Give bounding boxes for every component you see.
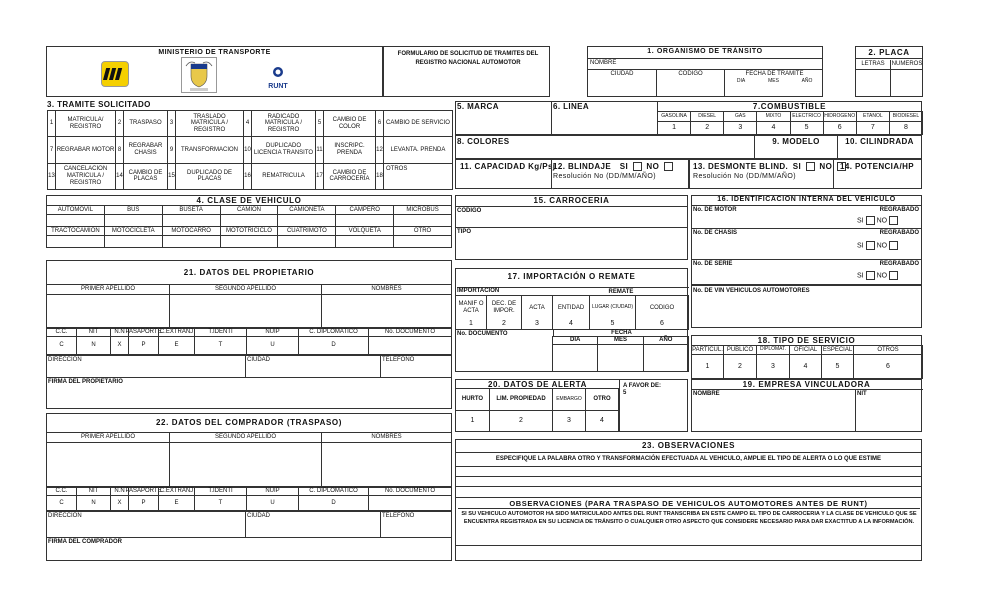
doc-cc: C.C. xyxy=(46,327,77,337)
clase-buseta[interactable]: BUSETA xyxy=(162,205,221,215)
importacion-mes: MES xyxy=(597,336,643,345)
clase-tractocamion[interactable]: TRACTOCAMION xyxy=(46,226,105,236)
fecha-dia-label: DIA xyxy=(724,78,757,85)
motor-si-checkbox[interactable] xyxy=(866,216,875,225)
servicio-option-6[interactable]: 6 xyxy=(853,354,923,379)
form-title-box xyxy=(383,46,550,97)
doc-option-x[interactable]: X xyxy=(110,336,129,355)
organismo-nombre-label: NOMBRE xyxy=(590,60,617,66)
comprador-direccion[interactable]: DIRECCION xyxy=(48,513,82,519)
tramite-item-10[interactable]: DUPLICADO LICENCIA TRANSITO xyxy=(251,136,316,163)
codigo-label: CODIGO xyxy=(635,295,689,320)
importacion-dia-field[interactable] xyxy=(552,344,598,372)
doc-cc: C.C. xyxy=(46,486,77,496)
capacidad-field[interactable] xyxy=(455,159,556,189)
doc-option-t[interactable]: T xyxy=(194,495,247,511)
lugar-label: LUGAR (CIUDAD) xyxy=(589,295,636,320)
carroceria-codigo-field[interactable]: CODIGO xyxy=(456,206,687,226)
importacion-nodoc[interactable]: No. DOCUMENTO xyxy=(456,329,553,372)
combustible-option-7[interactable]: 7 xyxy=(856,121,890,135)
placa-title: 2. PLACA xyxy=(856,48,922,59)
si-label: SI xyxy=(857,272,864,280)
importacion-grid xyxy=(456,296,689,330)
clase-camion[interactable]: CAMION xyxy=(220,205,279,215)
doc-option-d[interactable]: D xyxy=(298,495,369,511)
propietario-title: 21. DATOS DEL PROPIETARIO xyxy=(183,268,315,277)
tramite-num: 5 xyxy=(315,110,324,137)
modelo-field[interactable] xyxy=(754,135,838,159)
doc-numero: No. DOCUMENTO xyxy=(368,486,452,496)
clase-cuatrimoto[interactable]: CUATRIMOTO xyxy=(277,226,336,236)
placa-box xyxy=(855,46,923,97)
potencia-label: 14. POTENCIA/HP xyxy=(840,162,915,171)
tramite-item-15[interactable]: DUPLICADO DE PLACAS xyxy=(175,163,244,190)
tramite-num: 10 xyxy=(243,136,252,163)
tramite-num: 6 xyxy=(375,110,384,137)
identificacion-title: 16. IDENTIFICACION INTERNA DEL VEHICULO xyxy=(717,196,896,203)
blindaje-label: 12. BLINDAJE xyxy=(553,162,612,171)
tramite-title: 3. TRAMITE SOLICITADO xyxy=(47,100,151,109)
combustible-biodiesel: BIODIESEL xyxy=(889,111,923,122)
tramite-num: 1 xyxy=(47,110,56,137)
doc-nit: NIT xyxy=(76,327,111,337)
modelo-label: 9. MODELO xyxy=(772,137,820,146)
runt-logo xyxy=(261,65,295,91)
carroceria-tipo-field[interactable]: TIPO xyxy=(456,227,687,260)
observaciones-line-2[interactable] xyxy=(456,476,921,486)
carroceria-box xyxy=(455,195,688,260)
tramite-num: 9 xyxy=(167,136,176,163)
alerta-grid xyxy=(456,389,619,432)
servicio-option-5[interactable]: 5 xyxy=(821,354,854,379)
alerta-otro: OTRO xyxy=(585,388,619,411)
linea-field[interactable] xyxy=(551,101,658,135)
propietario-nombres[interactable]: NOMBRES xyxy=(321,284,452,295)
doc-number-field[interactable] xyxy=(368,495,452,511)
si-label: SI xyxy=(857,217,864,225)
remate-label: REMATE xyxy=(553,287,689,296)
combustible-hidrogeno: HIDROGENO xyxy=(823,111,857,122)
tramite-num: 18 xyxy=(375,163,384,190)
tramite-item-1[interactable]: MATRICULA/ REGISTRO xyxy=(55,110,116,137)
ministry-title: MINISTERIO DE TRANSPORTE xyxy=(158,49,271,56)
combustible-option-8[interactable]: 8 xyxy=(889,121,923,135)
tramite-num: 13 xyxy=(47,163,56,190)
blindaje-no-label: NO xyxy=(646,162,660,171)
runt-logo-text: RUNT xyxy=(268,83,288,90)
clase-mototriciclo[interactable]: MOTOTRICICLO xyxy=(220,226,279,236)
coat-of-arms-logo xyxy=(181,57,217,93)
combustible-option-2[interactable]: 2 xyxy=(690,121,724,135)
serie-label[interactable]: No. DE SERIE xyxy=(693,261,733,267)
tramite-item-11[interactable]: INSCRIPC. PRENDA xyxy=(323,136,376,163)
tramite-item-2[interactable]: TRASPASO xyxy=(123,110,168,137)
doc-nuip: NUIP xyxy=(246,327,299,337)
propietario-docs xyxy=(47,328,452,355)
serie-row xyxy=(692,259,921,285)
tramite-num: 14 xyxy=(115,163,124,190)
tramite-grid xyxy=(47,110,451,190)
desmonte-no-label: NO xyxy=(819,162,833,171)
alerta-option-4[interactable]: 4 xyxy=(585,410,619,433)
form-title: FORMULARIO DE SOLICITUD DE TRAMITES DEL REGISTRO NACIONAL AUTOMOTOR xyxy=(397,51,539,66)
tramite-num: 8 xyxy=(115,136,124,163)
desmonte-resolucion[interactable]: Resolución No (DD/MM/AÑO) xyxy=(693,173,796,180)
empresa-nombre-field[interactable]: NOMBRE xyxy=(692,389,855,432)
importacion-option-1[interactable]: 1 xyxy=(455,319,487,330)
propietario-direccion[interactable]: DIRECCION xyxy=(48,357,82,363)
ministry-logo xyxy=(101,61,129,87)
servicio-especial: ESPECIAL xyxy=(821,345,854,355)
tramite-num: 15 xyxy=(167,163,176,190)
tramite-num: 17 xyxy=(315,163,324,190)
servicio-option-3[interactable]: 3 xyxy=(756,354,790,379)
motor-label[interactable]: No. DE MOTOR xyxy=(693,207,737,213)
observaciones-runt-text: SI SU VEHICULO AUTOMOTOR HA SIDO MATRICULADO ANTES DEL RUNT TRANSCRIBA EN ESTE CAMPO EL TIPO DE CARROCERIA Y LA CLASE DE VEHICULO QUE SE ENCUENTRA REGISTRADA EN SU LICENCIA DE TRÁNSITO O CUALQUIER OTRO ASPECTO QUE CONSIDERE NECESARIO PARA DAR EXACTITUD A LA INFORMACIÓN. xyxy=(458,508,920,534)
blindaje-si-label: SI xyxy=(619,162,629,171)
propietario-box xyxy=(46,260,452,409)
comprador-box xyxy=(46,413,452,561)
observaciones-text: ESPECIFIQUE LA PALABRA OTRO Y TRANSFORMACIÓN EFECTUADA AL VEHICULO, AMPLIE EL TIPO DE ALERTA O LO QUE ESTIME xyxy=(456,452,921,466)
fecha-ano-label: AÑO xyxy=(801,77,813,84)
servicio-grid xyxy=(692,346,923,379)
comprador-telefono[interactable]: TELEFONO xyxy=(380,512,452,537)
tramite-item-3[interactable]: TRASLADO MATRICULA / REGISTRO xyxy=(175,110,244,137)
importacion-option-3[interactable]: 3 xyxy=(521,319,553,330)
combustible-box xyxy=(657,101,922,135)
doc-option-d[interactable]: D xyxy=(298,336,369,355)
combustible-gas: GAS xyxy=(723,111,757,122)
doc-pasaporte: PASAPORTE xyxy=(128,327,159,337)
tramite-item-6[interactable]: CAMBIO DE SERVICIO xyxy=(383,110,453,137)
serie-no-checkbox[interactable] xyxy=(889,271,898,280)
empresa-title: 19. EMPRESA VINCULADORA xyxy=(742,380,871,389)
importacion-box xyxy=(455,268,688,372)
placa-letras-label: LETRAS xyxy=(856,60,890,70)
importacion-fecha-label: FECHA xyxy=(553,329,689,337)
clase-otro[interactable]: OTRO xyxy=(393,226,452,236)
combustible-title: 7.COMBUSTIBLE xyxy=(658,102,921,112)
identificacion-box xyxy=(691,195,922,285)
desmonte-field xyxy=(689,159,834,189)
organismo-codigo-label: CODIGO xyxy=(656,70,724,79)
runt-logo-icon xyxy=(271,66,285,78)
tramite-num: 3 xyxy=(167,110,176,137)
combustible-etanol: ETANOL xyxy=(856,111,890,122)
tramite-num: 2 xyxy=(115,110,124,137)
propietario-telefono[interactable]: TELEFONO xyxy=(380,356,452,377)
comprador-segundo-apellido[interactable]: SEGUNDO APELLIDO xyxy=(169,432,322,443)
importacion-option-6[interactable]: 6 xyxy=(635,319,689,330)
clase-motocicleta[interactable]: MOTOCICLETA xyxy=(104,226,163,236)
cilindrada-label: 10. CILINDRADA xyxy=(845,137,914,146)
clase-bus[interactable]: BUS xyxy=(104,205,163,215)
clase-box xyxy=(46,195,452,248)
combustible-diesel: DIESEL xyxy=(690,111,724,122)
doc-option-u[interactable]: U xyxy=(246,336,299,355)
tramite-item-14[interactable]: CAMBIO DE PLACAS xyxy=(123,163,168,190)
doc-nuip: NUIP xyxy=(246,486,299,496)
combustible-gasolina: GASOLINA xyxy=(657,111,691,122)
importacion-label: IMPORTACION xyxy=(457,287,553,296)
doc-option-x[interactable]: X xyxy=(110,495,129,511)
doc-numero: No. DOCUMENTO xyxy=(368,327,452,337)
alerta-hurto: HURTO xyxy=(455,388,490,411)
marca-field[interactable] xyxy=(455,101,552,135)
tramite-num: 7 xyxy=(47,136,56,163)
doc-option-p[interactable]: P xyxy=(128,495,159,511)
tramite-item-12[interactable]: LEVANTA. PRENDA xyxy=(383,136,453,163)
doc-option-e[interactable]: E xyxy=(158,495,195,511)
cilindrada-field[interactable] xyxy=(837,135,922,159)
comprador-address-row xyxy=(47,511,451,537)
motor-row xyxy=(692,205,921,228)
servicio-diplomatico: DIPLOMAT. xyxy=(756,345,790,355)
tramite-item-17[interactable]: CAMBIO DE CARROCERÍA xyxy=(323,163,376,190)
tramite-item-7[interactable]: REGRABAR MOTOR xyxy=(55,136,116,163)
blindaje-resolucion[interactable]: Resolución No (DD/MM/AÑO) xyxy=(553,173,656,180)
organismo-box xyxy=(587,46,823,97)
propietario-address-row xyxy=(47,355,451,377)
importacion-option-4[interactable]: 4 xyxy=(552,319,590,330)
doc-tidenti: T.IDENTI xyxy=(194,486,247,496)
doc-option-u[interactable]: U xyxy=(246,495,299,511)
importacion-dia: DIA xyxy=(552,336,598,345)
clase-motocarro[interactable]: MOTOCARRO xyxy=(162,226,221,236)
doc-option-c[interactable]: C xyxy=(46,336,77,355)
placa-numeros-label: NUMEROS xyxy=(890,60,923,70)
propietario-ciudad[interactable]: CIUDAD xyxy=(245,356,380,377)
doc-cextranj: C.EXTRANJ xyxy=(158,486,195,496)
clase-grid xyxy=(47,206,452,248)
potencia-field[interactable] xyxy=(833,159,922,189)
colores-label: 8. COLORES xyxy=(457,137,510,146)
servicio-option-4[interactable]: 4 xyxy=(789,354,822,379)
servicio-publico: PUBLICO xyxy=(723,345,757,355)
fecha-mes-label: MES xyxy=(768,77,779,84)
linea-label: 6. LINEA xyxy=(553,102,590,111)
chasis-regrabado-label: REGRABADO xyxy=(879,230,919,236)
blindaje-si-checkbox[interactable] xyxy=(633,162,642,171)
alerta-embargo: EMBARGO xyxy=(552,388,586,411)
observaciones-line-1[interactable] xyxy=(456,466,921,476)
comprador-names xyxy=(47,433,452,488)
combustible-grid xyxy=(658,112,923,135)
no-label: NO xyxy=(876,272,888,280)
servicio-option-2[interactable]: 2 xyxy=(723,354,757,379)
servicio-option-1[interactable]: 1 xyxy=(691,354,724,379)
alerta-favor-label: A FAVOR DE: xyxy=(623,383,662,389)
serie-regrabado-label: REGRABADO xyxy=(879,261,919,267)
empresa-box xyxy=(691,379,922,432)
tramite-item-8[interactable]: REGRABAR CHASIS xyxy=(123,136,168,163)
dec-impor-label: DEC. DE IMPOR. xyxy=(486,295,522,320)
servicio-box xyxy=(691,335,922,379)
chasis-si-checkbox[interactable] xyxy=(866,241,875,250)
organismo-title: 1. ORGANISMO DE TRÁNSITO xyxy=(588,48,822,59)
colores-field[interactable] xyxy=(455,135,755,159)
propietario-primer-apellido[interactable]: PRIMER APELLIDO xyxy=(46,284,170,295)
importacion-option-2[interactable]: 2 xyxy=(486,319,522,330)
tramite-num: 4 xyxy=(243,110,252,137)
observaciones-box xyxy=(455,439,922,561)
tramite-item-16[interactable]: REMATRICULA xyxy=(251,163,316,190)
servicio-particular: PARTICUL. xyxy=(691,345,724,355)
blindaje-no-checkbox[interactable] xyxy=(664,162,673,171)
clase-campero[interactable]: CAMPERO xyxy=(335,205,394,215)
doc-cdiplomatico: C. DIPLOMATICO xyxy=(298,327,369,337)
clase-title: 4. CLASE DE VEHICULO xyxy=(47,196,451,206)
tramite-item-9[interactable]: TRANSFORMACION xyxy=(175,136,244,163)
observaciones-runt-title: OBSERVACIONES (PARA TRASPASO DE VEHICULOS AUTOMOTORES ANTES DE RUNT) xyxy=(456,497,921,507)
doc-cdiplomatico: C. DIPLOMATICO xyxy=(298,486,369,496)
clase-camioneta[interactable]: CAMIONETA xyxy=(277,205,336,215)
blindaje-field xyxy=(551,159,689,189)
no-label: NO xyxy=(876,217,888,225)
importacion-ano: AÑO xyxy=(643,336,689,345)
tramite-item-4[interactable]: RADICADO MATRICULA / REGISTRO xyxy=(251,110,316,137)
combustible-option-3[interactable]: 3 xyxy=(723,121,757,135)
doc-nit: NIT xyxy=(76,486,111,496)
fecha-tramite-label: FECHA DE TRAMITE xyxy=(724,70,824,79)
motor-regrabado-options xyxy=(857,216,900,225)
chasis-row xyxy=(692,228,921,255)
chasis-regrabado-options xyxy=(857,241,900,250)
alerta-option-3[interactable]: 3 xyxy=(552,410,586,433)
desmonte-row xyxy=(693,162,848,171)
alerta-box xyxy=(455,379,688,432)
combustible-option-1[interactable]: 1 xyxy=(657,121,691,135)
organismo-ciudad-label: CIUDAD xyxy=(610,71,634,78)
comprador-primer-apellido[interactable]: PRIMER APELLIDO xyxy=(46,432,170,443)
combustible-mixto: MIXTO xyxy=(756,111,790,122)
importacion-mes-field[interactable] xyxy=(597,344,643,372)
serie-si-checkbox[interactable] xyxy=(866,271,875,280)
tramite-item-5[interactable]: CAMBIO DE COLOR xyxy=(323,110,376,137)
doc-tidenti: T.IDENTI xyxy=(194,327,247,337)
comprador-nombres[interactable]: NOMBRES xyxy=(321,432,452,443)
doc-nn: N.N xyxy=(110,486,129,496)
chasis-label[interactable]: No. DE CHASIS xyxy=(693,230,738,236)
serie-regrabado-options xyxy=(857,271,900,280)
tramite-num: 12 xyxy=(375,136,384,163)
combustible-option-4[interactable]: 4 xyxy=(756,121,790,135)
ministry-box xyxy=(46,46,383,97)
si-label: SI xyxy=(857,242,864,250)
doc-option-c[interactable]: C xyxy=(46,495,77,511)
desmonte-si-label: SI xyxy=(792,162,802,171)
no-label: NO xyxy=(876,242,888,250)
comprador-title: 22. DATOS DEL COMPRADOR (TRASPASO) xyxy=(155,418,343,427)
empresa-nit-field[interactable]: NIT xyxy=(855,389,923,432)
alerta-option-2[interactable]: 2 xyxy=(489,410,553,433)
importacion-title: 17. IMPORTACIÓN O REMATE xyxy=(507,272,636,281)
observaciones-runt-line[interactable] xyxy=(456,545,921,561)
importacion-fecha-grid xyxy=(553,337,689,372)
desmonte-si-checkbox[interactable] xyxy=(806,162,815,171)
ministry-logo-icon xyxy=(105,65,125,83)
alerta-favor-field[interactable] xyxy=(619,380,689,432)
propietario-segundo-apellido[interactable]: SEGUNDO APELLIDO xyxy=(169,284,322,295)
servicio-oficial: OFICIAL xyxy=(789,345,822,355)
alerta-lim-propiedad: LIM. PROPIEDAD xyxy=(489,388,553,411)
tramite-item-13[interactable]: CANCELACION MATRICULA / REGISTRO xyxy=(55,163,116,190)
observaciones-title: 23. OBSERVACIONES xyxy=(641,441,736,450)
desmonte-label: 13. DESMONTE BLIND. xyxy=(693,162,789,171)
clase-microbus[interactable]: MICROBUS xyxy=(393,205,452,215)
doc-option-t[interactable]: T xyxy=(194,336,247,355)
doc-option-n[interactable]: N xyxy=(76,495,111,511)
alerta-title: 20. DATOS DE ALERTA xyxy=(487,380,588,389)
blindaje-row xyxy=(553,162,675,171)
tramite-num: 16 xyxy=(243,163,252,190)
clase-automovil[interactable]: AUTOMOVIL xyxy=(46,205,105,215)
chasis-no-checkbox[interactable] xyxy=(889,241,898,250)
doc-pasaporte: PASAPORTE xyxy=(128,486,159,496)
servicio-otros: OTROS xyxy=(853,345,923,355)
doc-option-n[interactable]: N xyxy=(76,336,111,355)
doc-nn: N.N xyxy=(110,327,129,337)
servicio-title: 18. TIPO DE SERVICIO xyxy=(757,336,856,345)
importacion-option-5[interactable]: 5 xyxy=(589,319,636,330)
carroceria-title: 15. CARROCERIA xyxy=(533,196,610,205)
entidad-label: ENTIDAD xyxy=(552,295,590,320)
propietario-firma[interactable]: FIRMA DEL PROPIETARIO xyxy=(47,377,451,409)
motor-no-checkbox[interactable] xyxy=(889,216,898,225)
coat-of-arms-icon xyxy=(182,58,216,92)
alerta-option-1[interactable]: 1 xyxy=(455,410,490,433)
comprador-ciudad[interactable]: CIUDAD xyxy=(245,512,380,537)
comprador-firma[interactable]: FIRMA DEL COMPRADOR xyxy=(47,537,451,561)
doc-option-p[interactable]: P xyxy=(128,336,159,355)
combustible-electrico: ELECTRICO xyxy=(790,111,824,122)
combustible-option-6[interactable]: 6 xyxy=(823,121,857,135)
comprador-docs xyxy=(47,487,452,511)
doc-number-field[interactable] xyxy=(368,336,452,355)
capacidad-label: 11. CAPACIDAD Kg/Psj xyxy=(460,162,556,171)
manif-acta-label: MANIF O ACTA xyxy=(455,295,487,320)
marca-label: 5. MARCA xyxy=(457,102,499,111)
doc-option-e[interactable]: E xyxy=(158,336,195,355)
motor-regrabado-label: REGRABADO xyxy=(879,207,919,213)
vin-field[interactable] xyxy=(691,285,922,328)
clase-volqueta[interactable]: VOLQUETA xyxy=(335,226,394,236)
acta-label: ACTA xyxy=(521,295,553,320)
propietario-names xyxy=(47,285,452,329)
tramite-num: 11 xyxy=(315,136,324,163)
alerta-favor-num: 5 xyxy=(623,389,627,396)
importacion-ano-field[interactable] xyxy=(643,344,689,372)
doc-cextranj: C.EXTRANJ xyxy=(158,327,195,337)
vin-label: No. DE VIN VEHICULOS AUTOMOTORES xyxy=(693,288,810,294)
combustible-option-5[interactable]: 5 xyxy=(790,121,824,135)
tramite-item-18[interactable]: OTROS xyxy=(383,163,453,190)
